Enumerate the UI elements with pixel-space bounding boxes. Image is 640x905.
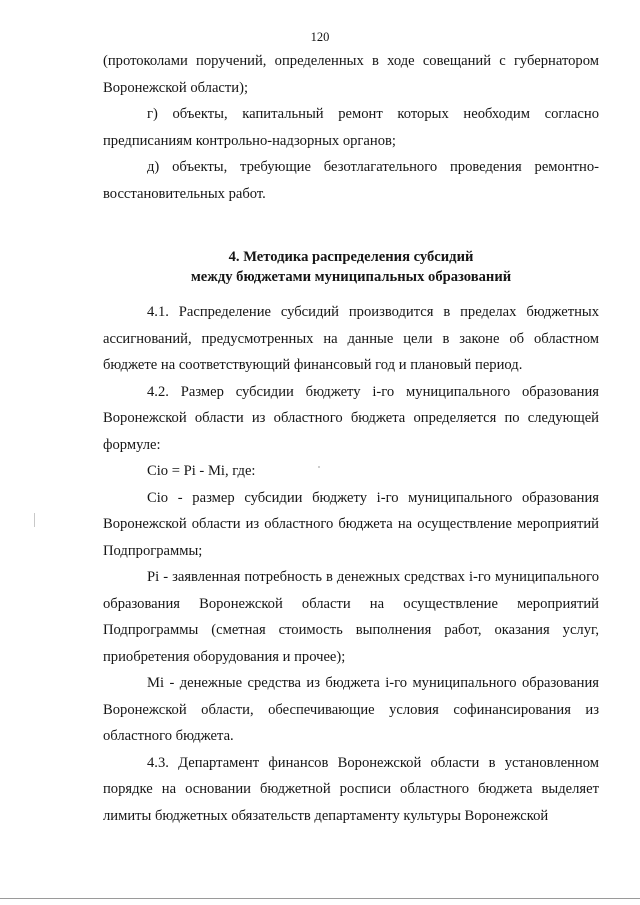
- formula: Cio = Pi - Mi, где:: [147, 463, 256, 479]
- definition-pi: Pi - заявленная потребность в денежных средствах i-го муниципального образования Воронежской области на осуществление мероприятий Подпрограммы (сметная стоимость выполнения работ, оказания услуг, приобретения оборудования и прочее);: [103, 569, 599, 665]
- paragraph-4-2: 4.2. Размер субсидии бюджету i-го муниципального образования Воронежской области из областного бюджета определяется по следующей формуле:: [103, 383, 599, 453]
- paragraph-protocols: (протоколами поручений, определенных в ходе совещаний с губернатором Воронежской области);: [103, 53, 599, 96]
- paragraph-4-1: 4.1. Распределение субсидий производится в пределах бюджетных ассигнований, предусмотренных на данные цели в законе об областном бюджете на соответствующий финансовый год и плановый период.: [103, 304, 599, 373]
- definition-mi: Mi - денежные средства из бюджета i-го муниципального образования Воронежской области, обеспечивающие условия софинансирования из областного бюджета.: [103, 675, 599, 744]
- paragraph-item-g: г) объекты, капитальный ремонт которых необходим согласно предписаниям контрольно-надзорных органов;: [103, 106, 599, 149]
- bottom-edge-line: [0, 898, 640, 899]
- section-heading-line-1: 4. Методика распределения субсидий: [228, 249, 474, 265]
- paragraph-item-d: д) объекты, требующие безотлагательного проведения ремонтно-восстановительных работ.: [103, 159, 599, 202]
- document-body: [103, 48, 599, 829]
- page-number: 120: [310, 30, 330, 44]
- paragraph-4-3: 4.3. Департамент финансов Воронежской области в установленном порядке на основании бюджетной росписи областного бюджета выделяет лимиты бюджетных обязательств департаменту культуры Воронежской: [103, 754, 599, 824]
- scan-margin-mark: [34, 513, 35, 527]
- section-heading: [103, 247, 599, 287]
- definition-cio: Cio - размер субсидии бюджету i-го муниципального образования Воронежской области из областного бюджета на осуществление мероприятий Подпрограммы;: [103, 489, 599, 559]
- scan-speck: [318, 466, 320, 468]
- section-heading-line-2: между бюджетами муниципальных образований: [190, 269, 512, 285]
